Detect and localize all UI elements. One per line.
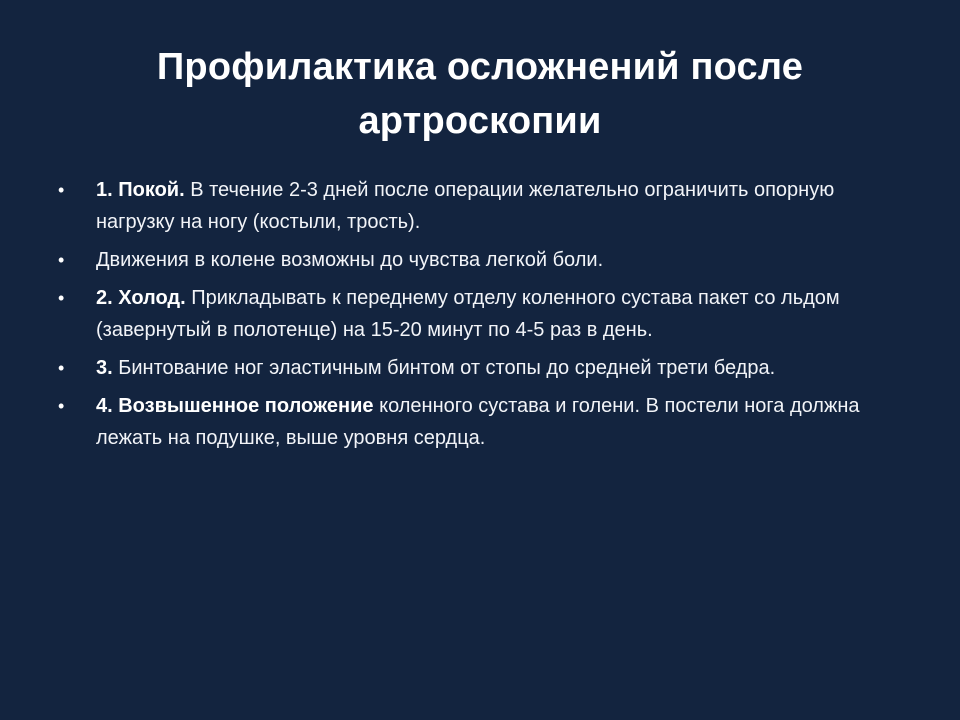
bullet-lead-5: 4. Возвышенное положение [96,395,374,417]
bullet-text-2: Движения в колене возможны до чувства легкой боли. [96,249,604,271]
bullet-dot-icon: • [58,180,65,200]
bullet-text-1: В течение 2-3 дней после операции желательно ограничить опорную нагрузку на ногу (костыли, трость). [96,179,835,233]
bullet-lead-4: 3. [96,357,113,379]
bullet-list [58,174,908,460]
bullet-dot-icon: • [58,250,65,270]
bullet-text-5: коленного сустава и голени. В постели нога должна лежать на подушке, выше уровня сердца. [96,395,860,449]
bullet-dot-icon: • [58,396,65,416]
bullet-lead-3: 2. Холод. [96,287,186,309]
bullet-item-4 [58,352,908,384]
bullet-dot-icon: • [58,288,65,308]
slide-title: Профилактика осложнений после артроскопии [156,46,804,142]
bullet-text-4: Бинтование ног эластичным бинтом от стопы до средней трети бедра. [112,357,776,379]
bullet-item-1 [58,174,908,238]
bullet-lead-1: 1. Покой. [96,179,185,201]
bullet-dot-icon: • [58,358,65,378]
bullet-item-5 [58,390,908,454]
bullet-item-2 [58,244,908,276]
bullet-text-3: Прикладывать к переднему отделу коленного сустава пакет со льдом (завернутый в полотенце) на 15-20 минут по 4-5 раз в день. [96,287,840,341]
bullet-item-3 [58,282,908,346]
